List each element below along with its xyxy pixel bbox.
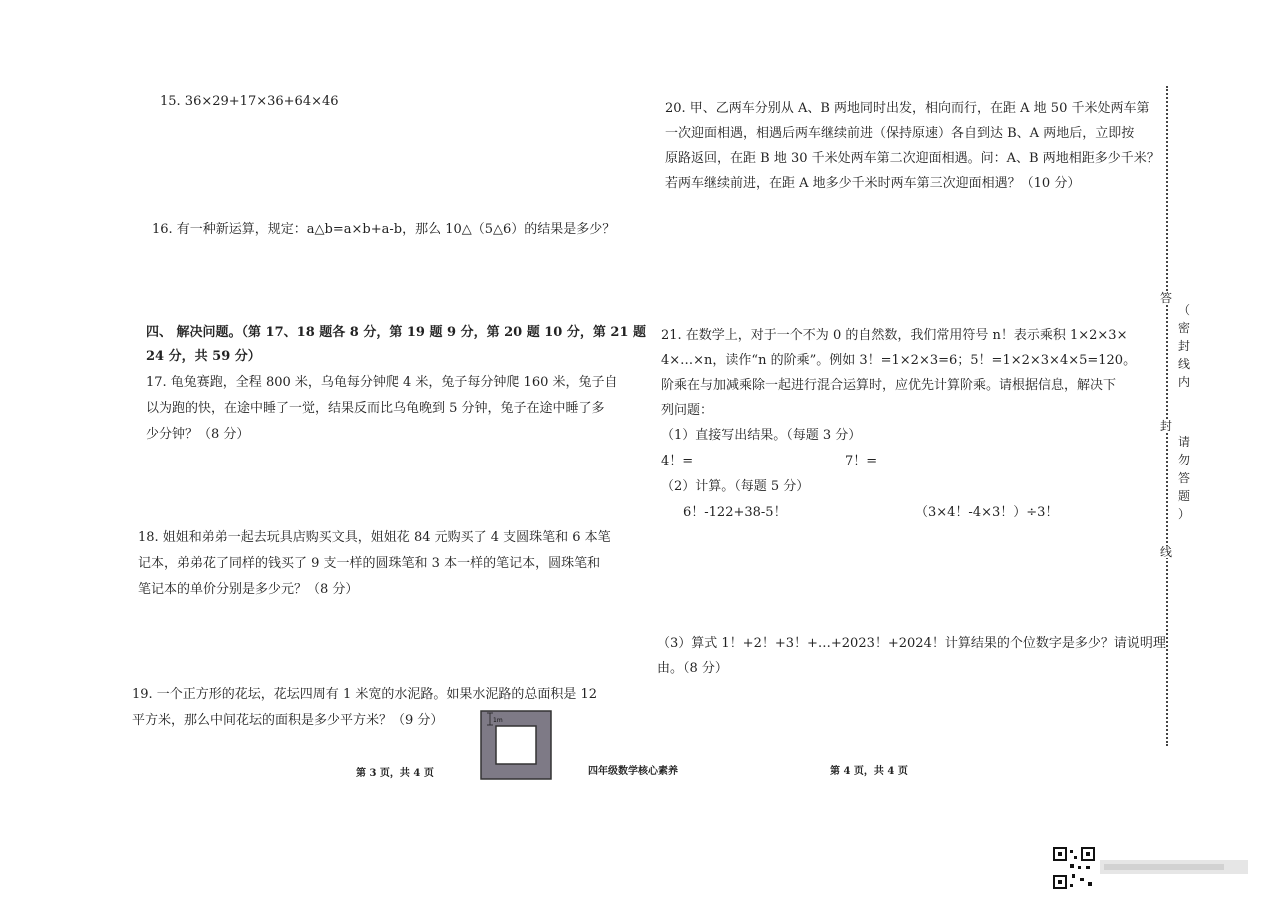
question-20-line3: 原路返回，在距 B 地 30 千米处两车第二次迎面相遇。问：A、B 两地相距多少千米？ — [665, 151, 1160, 166]
footer-title: 四年级数学核心素养 — [588, 766, 678, 777]
seal-char: 封 — [1178, 339, 1191, 353]
question-18-line2: 记本，弟弟花了同样的钱买了 9 支一样的圆珠笔和 3 本一样的笔记本，圆珠笔和 — [138, 556, 601, 571]
seal-char: 勿 — [1178, 453, 1191, 467]
seal-char: ） — [1178, 507, 1191, 521]
question-15: 15. 36×29+17×36+64×46 — [160, 94, 339, 109]
seal-char-feng: 封 — [1160, 419, 1173, 433]
seal-char: 请 — [1178, 435, 1191, 449]
question-18-line3: 笔记本的单价分别是多少元？（8 分） — [138, 582, 359, 597]
question-19-line1: 19. 一个正方形的花坛，花坛四周有 1 米宽的水泥路。如果水泥路的总面积是 12 — [132, 687, 598, 702]
question-21-line2: 4×…×n，读作“n 的阶乘”。例如 3！=1×2×3=6；5！=1×2×3×4×5=120。 — [661, 353, 1137, 368]
question-18-line1: 18. 姐姐和弟弟一起去玩具店购买文具，姐姐花 84 元购买了 4 支圆珠笔和 6 本笔 — [138, 530, 611, 545]
question-17-line2: 以为跑的快，在途中睡了一觉，结果反而比乌龟晚到 5 分钟，兔子在途中睡了多 — [146, 401, 605, 416]
question-20-line2: 一次迎面相遇，相遇后两车继续前进（保持原速）各自到达 B、A 两地后，立即按 — [665, 126, 1135, 141]
seal-char-xian: 线 — [1160, 545, 1173, 559]
question-21-part2-b: （3×4！-4×3！）÷3！ — [915, 505, 1059, 520]
seal-notice-group-1 — [1178, 304, 1190, 388]
seal-notice-group-2 — [1178, 436, 1190, 520]
question-19-line2: 平方米，那么中间花坛的面积是多少平方米？（9 分） — [132, 713, 444, 728]
question-21-part3-line2: 由。（8 分） — [657, 661, 728, 676]
seal-char: （ — [1178, 303, 1191, 317]
question-21-part2: （2）计算。（每题 5 分） — [661, 479, 810, 494]
question-20-line1: 20. 甲、乙两车分别从 A、B 两地同时出发，相向而行，在距 A 地 50 千米处两车第 — [665, 101, 1150, 116]
question-17-line3: 少分钟？（8 分） — [146, 427, 250, 442]
seal-dotted-line — [1166, 86, 1168, 746]
question-21-part1: （1）直接写出结果。（每题 3 分） — [661, 428, 862, 443]
watermark-bar — [1100, 860, 1248, 874]
question-20-line4: 若两车继续前进，在距 A 地多少千米时两车第三次迎面相遇？（10 分） — [665, 176, 1081, 191]
question-16: 16. 有一种新运算，规定：a△b=a×b+a-b，那么 10△（5△6）的结果是多少？ — [152, 222, 616, 237]
seal-char: 密 — [1178, 321, 1191, 335]
question-17-line1: 17. 龟兔赛跑，全程 800 米，乌龟每分钟爬 4 米，兔子每分钟爬 160 米，兔子自 — [146, 375, 618, 390]
garden-width-label: 1m — [493, 717, 503, 724]
question-21-line4: 列问题： — [661, 403, 714, 418]
question-21-part3-line1: （3）算式 1！+2！+3！+…+2023！+2024！计算结果的个位数字是多少？请说明理 — [657, 636, 1166, 651]
seal-char: 题 — [1178, 489, 1191, 503]
seal-char: 答 — [1178, 471, 1191, 485]
seal-char: 线 — [1178, 357, 1191, 371]
seal-char-da: 答 — [1160, 291, 1173, 305]
question-21-line3: 阶乘在与加减乘除一起进行混合运算时，应优先计算阶乘。请根据信息，解决下 — [661, 378, 1117, 393]
footer-page-3: 第 3 页，共 4 页 — [356, 768, 434, 779]
footer-page-4: 第 4 页，共 4 页 — [830, 766, 908, 777]
question-21-line1: 21. 在数学上，对于一个不为 0 的自然数，我们常用符号 n！表示乘积 1×2×3× — [661, 328, 1128, 343]
question-21-part1-b: 7！= — [845, 454, 878, 469]
seal-char: 内 — [1178, 375, 1191, 389]
qr-code-watermark — [1052, 846, 1096, 890]
question-21-part1-a: 4！= — [661, 454, 694, 469]
section-4-heading-line2: 24 分，共 59 分） — [146, 349, 261, 364]
section-4-heading-line1: 四、 解决问题。（第 17、18 题各 8 分，第 19 题 9 分，第 20 题 10 分，第 21 题 — [146, 325, 647, 340]
garden-diagram — [480, 710, 552, 780]
question-21-part2-a: 6！-122+38-5！ — [683, 505, 787, 520]
